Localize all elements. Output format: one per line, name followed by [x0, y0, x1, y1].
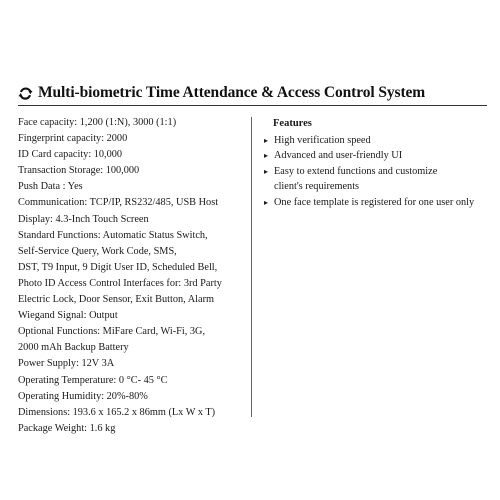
- feature-text: High verification speed: [274, 135, 371, 146]
- feature-item-continuation: [262, 179, 492, 194]
- spec-line: Push Data : Yes: [18, 181, 83, 193]
- title-row: [18, 84, 425, 102]
- spec-line: ID Card capacity: 10,000: [18, 149, 123, 161]
- spec-line: Self-Service Query, Work Code, SMS,: [18, 245, 177, 257]
- spec-line: Fingerprint capacity: 2000: [18, 133, 128, 145]
- spec-line: Display: 4.3-Inch Touch Screen: [18, 213, 149, 225]
- spec-line: Face capacity: 1,200 (1:N), 3000 (1:1): [18, 117, 177, 128]
- spec-line: Power Supply: 12V 3A: [18, 358, 115, 370]
- spec-line: Operating Temperature: 0 °C- 45 °C: [18, 374, 168, 386]
- spec-line: Transaction Storage: 100,000: [18, 165, 140, 177]
- spec-line: 2000 mAh Backup Battery: [18, 342, 129, 354]
- spec-line: DST, T9 Input, 9 Digit User ID, Scheduled Bell,: [18, 261, 218, 273]
- spec-line: Package Weight: 1.6 kg: [18, 422, 116, 434]
- feature-text: client's requirements: [274, 181, 360, 193]
- spec-line: Standard Functions: Automatic Status Switch,: [18, 229, 208, 241]
- feature-text: Easy to extend functions and customize: [274, 165, 438, 177]
- feature-item: [262, 148, 492, 163]
- features-section: [262, 115, 492, 210]
- specifications-list: [18, 115, 250, 434]
- column-divider: [251, 117, 252, 417]
- bullet-arrow-icon: ▸: [264, 166, 269, 176]
- spec-line: Electric Lock, Door Sensor, Exit Button, Alarm: [18, 294, 215, 306]
- spec-line: Dimensions: 193.6 x 165.2 x 86mm (Lx W x T): [18, 406, 216, 418]
- feature-text: One face template is registered for one user only: [274, 196, 475, 208]
- circular-arrow-icon: [18, 86, 33, 101]
- features-heading: Features: [273, 118, 312, 129]
- spec-line: Optional Functions: MiFare Card, Wi-Fi, 3G,: [18, 326, 206, 338]
- spec-line: Wiegand Signal: Output: [18, 310, 118, 322]
- title-divider: [18, 105, 487, 106]
- feature-item: [262, 164, 492, 179]
- feature-item: [262, 195, 492, 210]
- feature-text: Advanced and user-friendly UI: [274, 150, 403, 162]
- page-title: Multi-biometric Time Attendance & Access Control System: [38, 84, 426, 101]
- feature-item: [262, 133, 492, 148]
- spec-line: Photo ID Access Control Interfaces for: 3rd Party: [18, 277, 222, 289]
- spec-line: Operating Humidity: 20%-80%: [18, 390, 148, 402]
- bullet-arrow-icon: ▸: [264, 136, 269, 145]
- bullet-arrow-icon: ▸: [264, 151, 269, 161]
- spec-line: Communication: TCP/IP, RS232/485, USB Host: [18, 197, 219, 209]
- bullet-arrow-icon: ▸: [264, 197, 269, 207]
